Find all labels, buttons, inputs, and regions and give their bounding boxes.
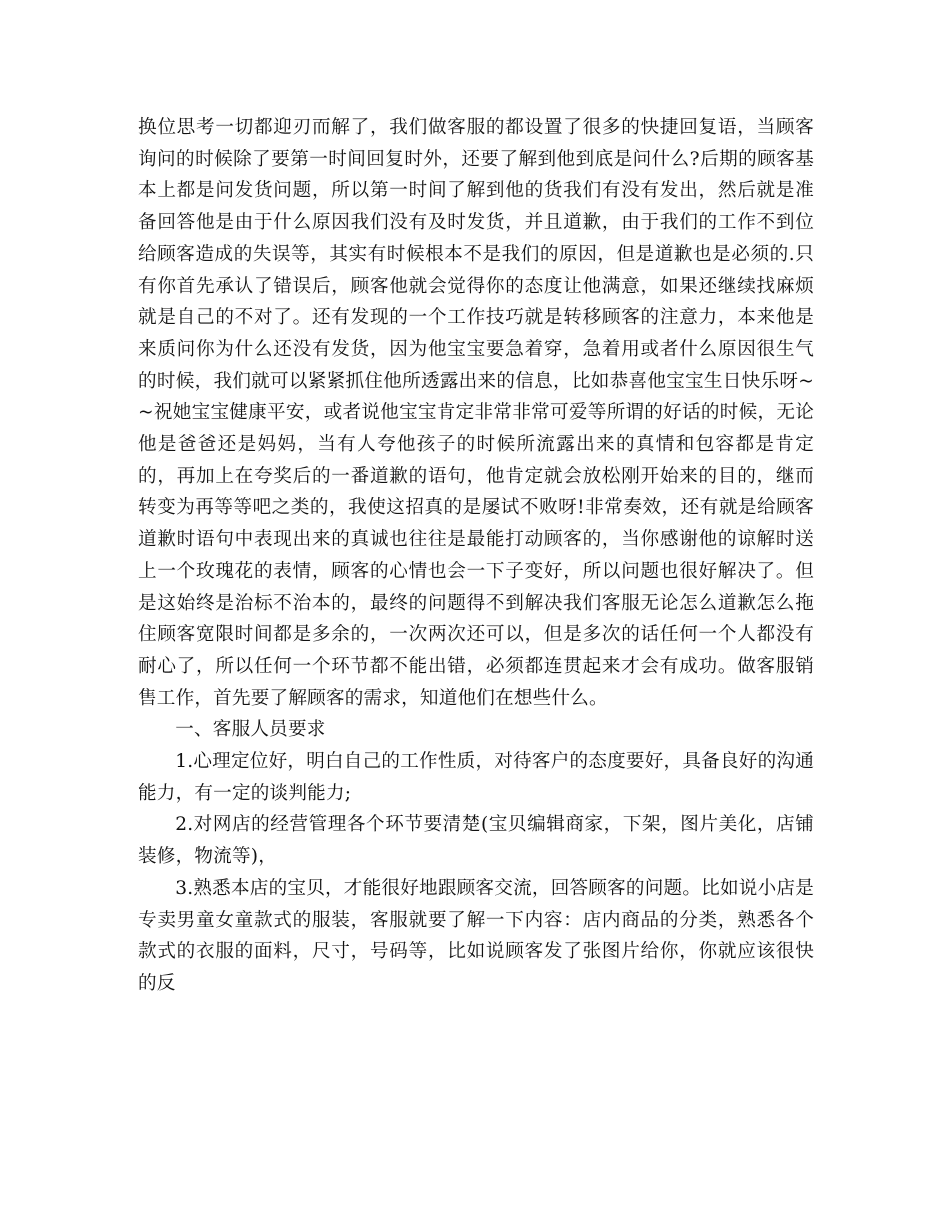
document-page [138,112,814,1000]
list-item-3: 3.熟悉本店的宝贝，才能很好地跟顾客交流，回答顾客的问题。比如说小店是专卖男童女童款式的服装，客服就要了解一下内容：店内商品的分类，熟悉各个款式的衣服的面料，尺寸，号码等，比如说顾客发了张图片给你，你就应该很快的反 [138,877,814,994]
list-item-2: 2.对网店的经营管理各个环节要清楚(宝贝编辑商家，下架，图片美化，店铺装修，物流等)， [138,814,814,868]
section-heading-customer-service-requirements: 一、客服人员要求 [175,719,326,741]
list-item-1: 1.心理定位好，明白自己的工作性质，对待客户的态度要好，具备良好的沟通能力，有一定的谈判能力; [138,751,814,804]
body-paragraph-1: 换位思考一切都迎刃而解了，我们做客服的都设置了很多的快捷回复语，当顾客询问的时候除了要第一时间回复时外，还要了解到他到底是问什么?后期的顾客基本上都是问发货问题，所以第一时间了解到他的货我们有没有发出，然后就是准备回答他是由于什么原因我们没有及时发货，并且道歉，由于我们的工作不到位给顾客造成的失误等，其实有时候根本不是我们的原因，但是道歉也是必须的.只有你首先承认了错误后，顾客他就会觉得你的态度让他满意，如果还继续找麻烦就是自己的不对了。还有发现的一个工作技巧就是转移顾客的注意力，本来他是来质问你为什么还没有发货，因为他宝宝要急着穿，急着用或者什么原因很生气的时候，我们就可以紧紧抓住他所透露出来的信息，比如恭喜他宝宝生日快乐呀~~祝她宝宝健康平安，或者说他宝宝肯定非常非常可爱等所谓的好话的时候，无论他是爸爸还是妈妈，当有人夸他孩子的时候所流露出来的真情和包容都是肯定的，再加上在夸奖后的一番道歉的语句，他肯定就会放松刚开始来的目的，继而转变为再等等吧之类的，我使这招真的是屡试不败呀!非常奏效，还有就是给顾客道歉时语句中表现出来的真诚也往往是最能打动顾客的，当你感谢他的谅解时送上一个玫瑰花的表情，顾客的心情也会一下子变好，所以问题也很好解决了。但是这始终是治标不治本的，最终的问题得不到解决我们客服无论怎么道歉怎么拖住顾客宽限时间都是多余的，一次两次还可以，但是多次的话任何一个人都没有耐心了，所以任何一个环节都不能出错，必须都连贯起来才会有成功。做客服销售工作，首先要了解顾客的需求，知道他们在想些什么。 [138,117,814,709]
